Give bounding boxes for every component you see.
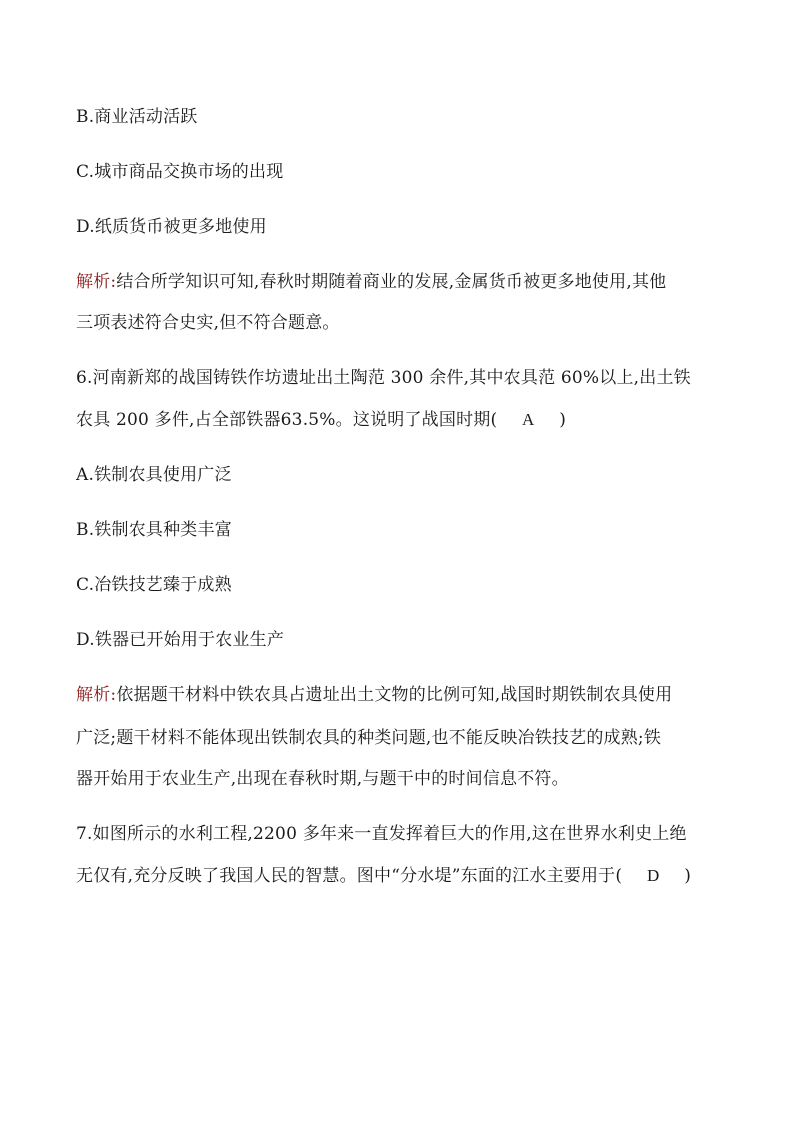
- q6-analysis-line-2: 广泛;题干材料不能体现出铁制农具的种类问题,也不能反映冶铁技艺的成熟;铁: [76, 728, 662, 748]
- stem-text: 无仅有,充分反映了我国人民的智慧。图中“分水堤”东面的江水主要用于(: [76, 866, 623, 886]
- stem-text: 农具 200 多件,占全部铁器63.5%。这说明了战国时期(: [76, 410, 498, 430]
- answer-letter: A: [522, 410, 535, 429]
- q6-stem-line-1: 6.河南新郑的战国铸铁作坊遗址出土陶范 300 余件,其中农具范 60%以上,出土铁: [76, 368, 691, 388]
- q6-option-c: C.冶铁技艺臻于成熟: [76, 575, 232, 595]
- q7-stem-line-2: [76, 865, 691, 887]
- q7-stem-line-1: 7.如图所示的水利工程,2200 多年来一直发挥着巨大的作用,这在世界水利史上绝: [76, 824, 687, 844]
- q6-stem-line-2: [76, 409, 566, 431]
- q6-option-d: D.铁器已开始用于农业生产: [76, 630, 285, 650]
- q6-analysis-line-1: [76, 684, 672, 706]
- close-paren: ): [559, 410, 567, 430]
- q5-option-b: B.商业活动活跃: [76, 107, 198, 127]
- q6-option-a: A.铁制农具使用广泛: [76, 465, 232, 485]
- q5-option-c: C.城市商品交换市场的出现: [76, 162, 284, 182]
- answer-letter: D: [646, 866, 660, 885]
- analysis-text: 依据题干材料中铁农具占遗址出土文物的比例可知,战国时期铁制农具使用: [116, 685, 673, 705]
- q5-analysis-line-2: 三项表述符合史实,但不符合题意。: [76, 313, 340, 333]
- q6-analysis-line-3: 器开始用于农业生产,出现在春秋时期,与题干中的时间信息不符。: [76, 769, 569, 789]
- q5-analysis-line-1: [76, 271, 666, 293]
- analysis-label: 解析:: [76, 685, 117, 705]
- analysis-text: 结合所学知识可知,春秋时期随着商业的发展,金属货币被更多地使用,其他: [116, 272, 667, 292]
- analysis-label: 解析:: [76, 272, 117, 292]
- close-paren: ): [684, 866, 692, 886]
- q6-option-b: B.铁制农具种类丰富: [76, 520, 232, 540]
- q5-option-d: D.纸质货币被更多地使用: [76, 217, 267, 237]
